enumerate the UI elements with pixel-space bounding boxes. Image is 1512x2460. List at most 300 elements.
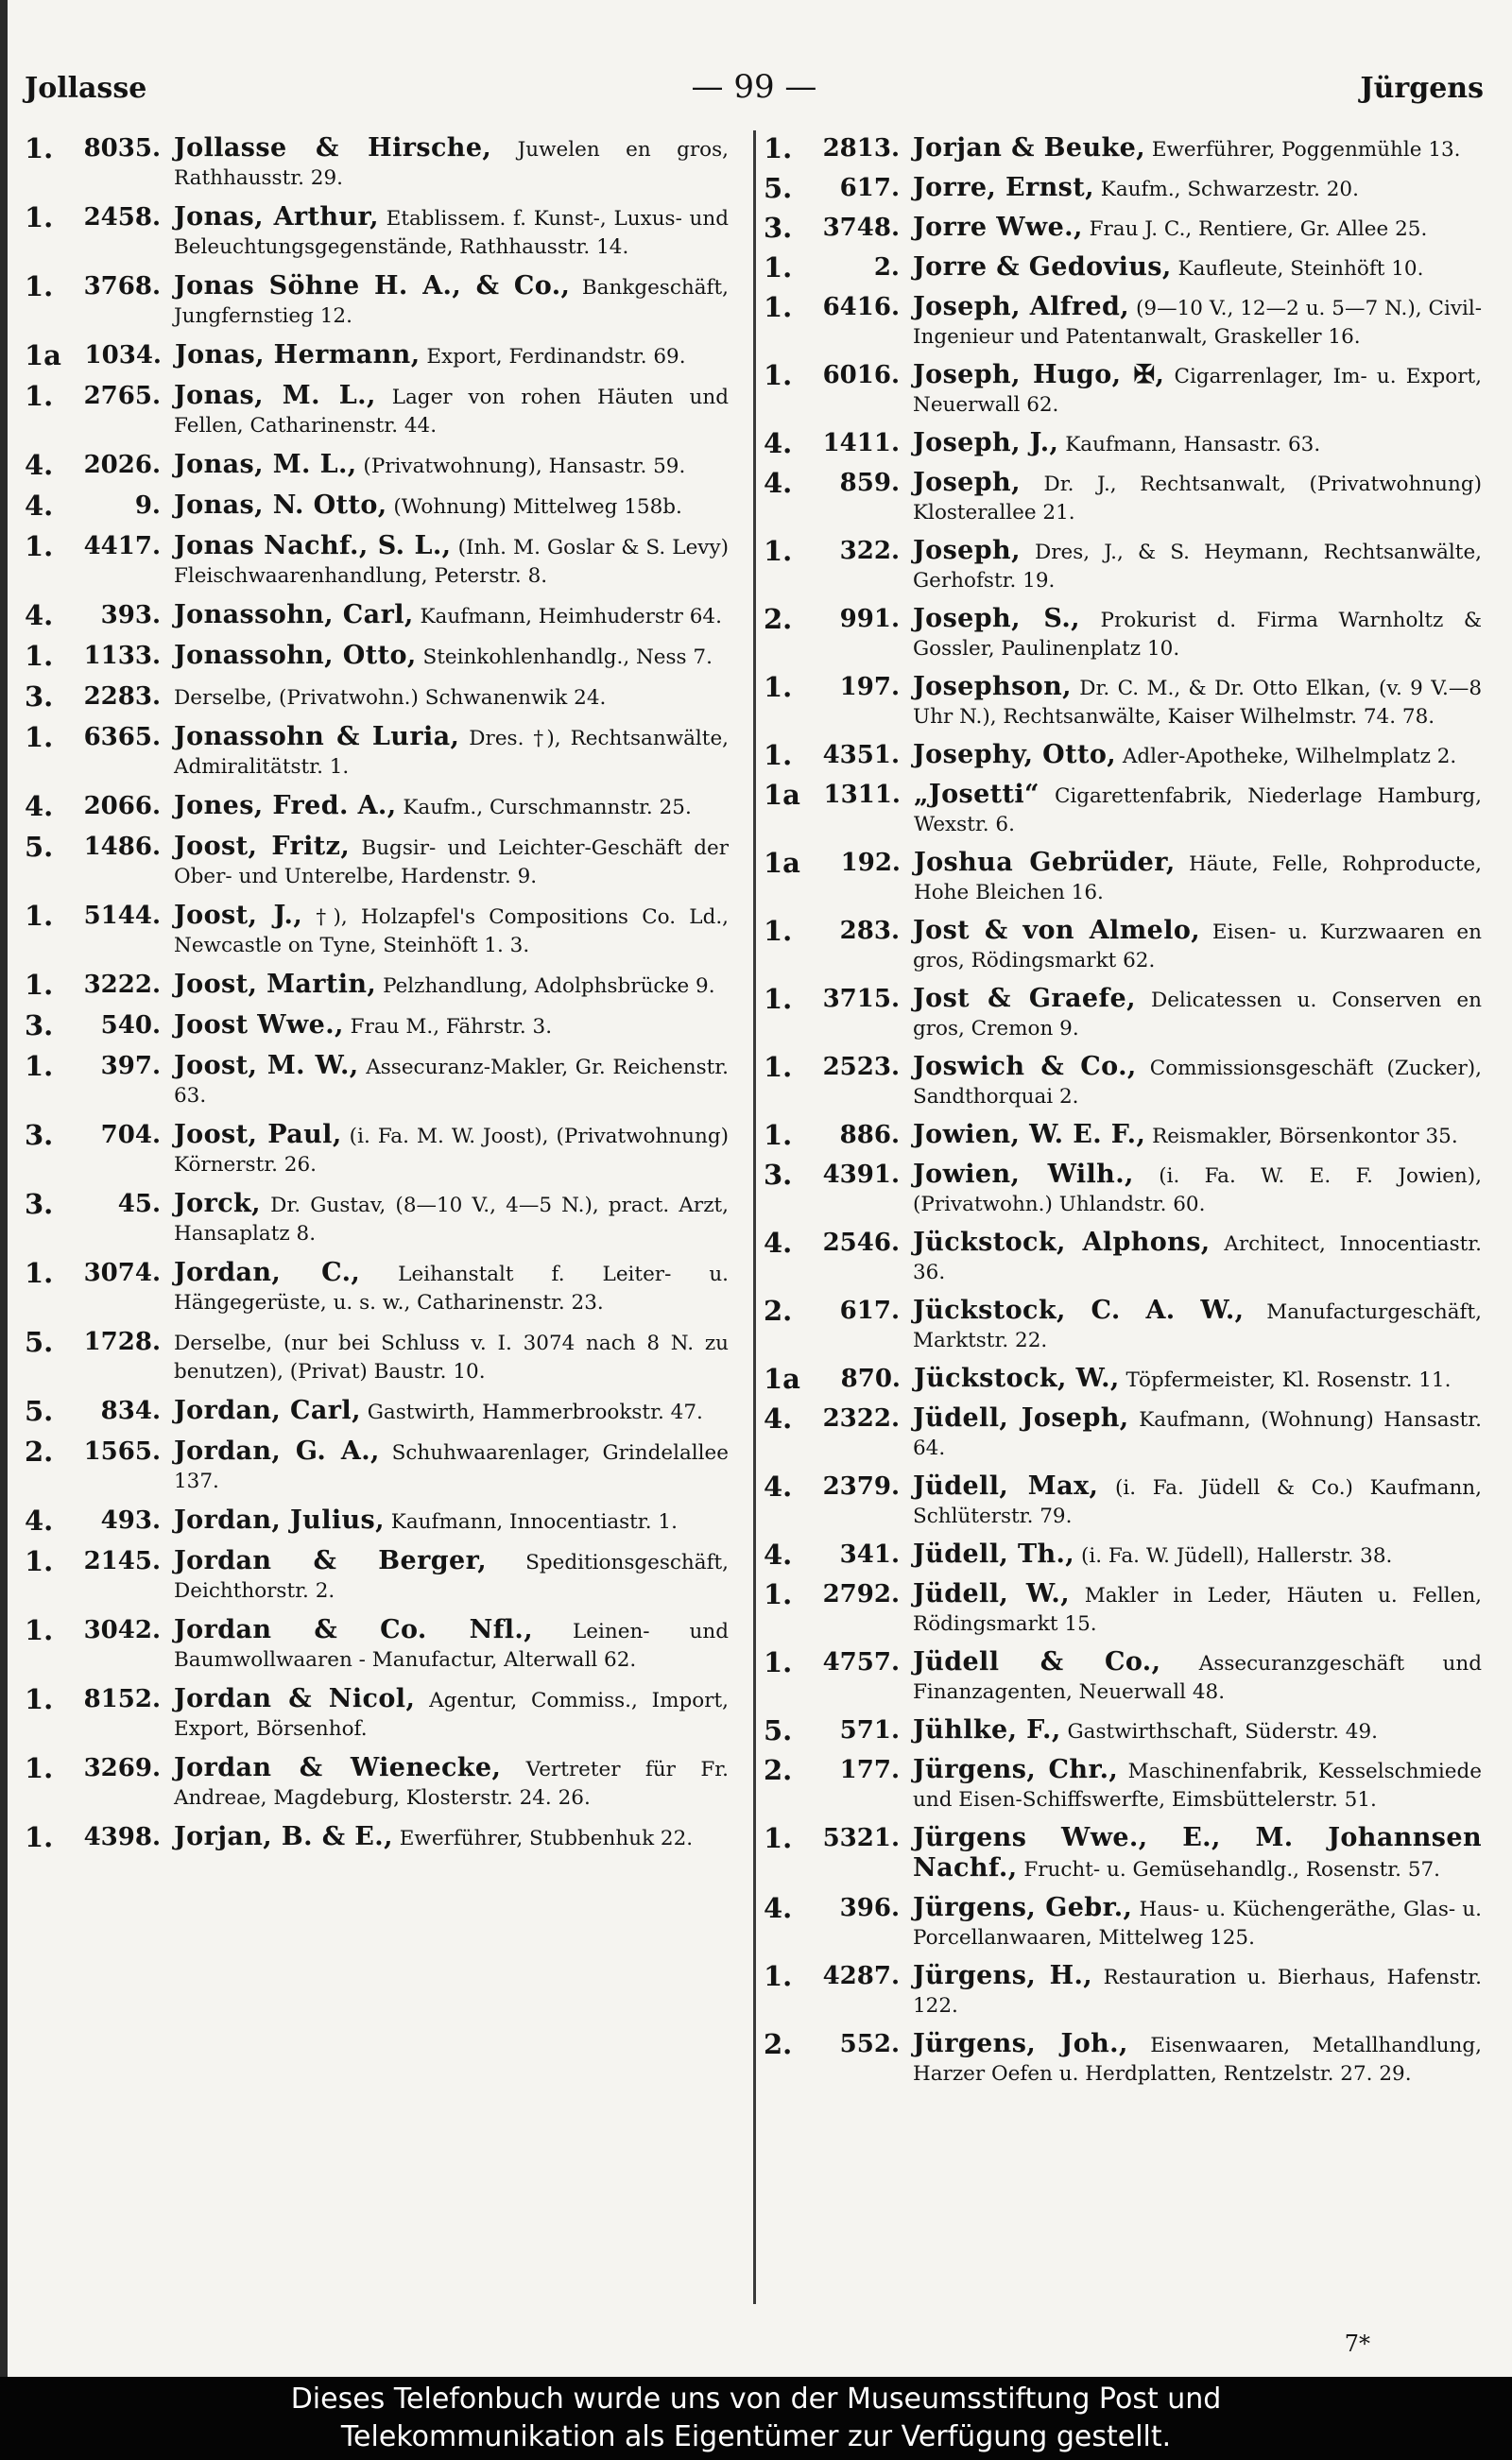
phone-number: 2066.: [83, 792, 161, 820]
subscriber-details: Prokurist d. Firma Warnholtz & Gossler, Paulinenplatz 10.: [913, 609, 1482, 661]
directory-entry: [764, 537, 1482, 595]
exchange-zone: 1.: [25, 1752, 54, 1784]
phone-number: 3222.: [83, 971, 161, 999]
subscriber-name: Joseph,: [913, 536, 1021, 565]
column-divider: [753, 130, 756, 2304]
phone-number: 1034.: [84, 341, 162, 370]
footer-banner: [0, 2377, 1512, 2460]
phone-number: 4391.: [822, 1161, 900, 1189]
phone-number: 2458.: [83, 203, 161, 232]
directory-entry: [25, 1328, 729, 1386]
entry-text: [174, 134, 729, 193]
exchange-zone: 1.: [764, 671, 793, 703]
subscriber-name: Jorck,: [174, 1189, 261, 1218]
directory-entry: [764, 429, 1482, 459]
exchange-zone: 3.: [25, 1009, 54, 1041]
exchange-zone: 1.: [764, 535, 793, 567]
subscriber-details: Maschinenfabrik, Kesselschmiede und Eisen-Schiffswerfte, Eimsbüttelerstr. 51.: [913, 1760, 1482, 1812]
directory-entry: [764, 849, 1482, 907]
directory-entry: [764, 1121, 1482, 1151]
subscriber-details: Juwelen en gros, Rathhausstr. 29.: [174, 138, 729, 190]
subscriber-name: Jürgens, Chr.,: [913, 1755, 1119, 1784]
subscriber-name: Jorre & Gedovius,: [913, 252, 1172, 282]
entry-text: [175, 341, 729, 371]
entry-text: [174, 532, 729, 591]
page-header: [25, 59, 1484, 115]
subscriber-details: Gastwirth, Hammerbrookstr. 47.: [360, 1401, 703, 1424]
exchange-zone: 1.: [764, 739, 793, 771]
exchange-zone: 4.: [25, 790, 54, 822]
subscriber-details: Kaufleute, Steinhöft 10.: [1171, 257, 1424, 281]
subscriber-details: Cigarrenlager, Im- u. Export, Neuerwall 62.: [913, 365, 1482, 417]
entry-text: [174, 1121, 729, 1179]
phone-number: 1311.: [823, 781, 901, 809]
subscriber-name: Jüdell, Joseph,: [913, 1403, 1129, 1433]
subscriber-details: Dr. Gustav, (8—10 V., 4—5 N.), pract. Arzt, Hansaplatz 8.: [174, 1194, 729, 1246]
subscriber-details: Makler in Leder, Häuten u. Fellen, Rödingsmarkt 15.: [913, 1584, 1483, 1636]
exchange-zone: 3.: [764, 212, 793, 244]
entry-text: [913, 174, 1482, 204]
subscriber-name: Joost, Paul,: [174, 1120, 342, 1149]
footer-line-2: Telekommunikation als Eigentümer zur Verfügung gestellt.: [340, 2420, 1172, 2453]
subscriber-name: Jonas Nachf., S. L.,: [174, 531, 452, 560]
entry-text: [913, 985, 1482, 1043]
subscriber-name: Jürgens, Gebr.,: [913, 1893, 1133, 1922]
subscriber-details: Kaufmann, Heimhuderstr 64.: [413, 605, 722, 628]
phone-number: 6365.: [83, 723, 161, 751]
phone-number: 397.: [100, 1052, 161, 1080]
subscriber-details: Delicatessen u. Conserven en gros, Cremon 9.: [913, 989, 1482, 1041]
phone-number: 177.: [839, 1756, 900, 1784]
directory-entry: [25, 1547, 729, 1606]
exchange-zone: 4.: [764, 467, 793, 499]
subscriber-details: Derselbe, (Privatwohn.) Schwanenwik 24.: [174, 686, 607, 710]
entry-text: [913, 673, 1482, 731]
entry-text: [914, 849, 1482, 907]
subscriber-name: Jüdell & Co.,: [913, 1647, 1161, 1677]
subscriber-name: Joost, M. W.,: [174, 1051, 359, 1080]
exchange-zone: 4.: [25, 599, 54, 631]
subscriber-name: Joseph, Hugo, ✠,: [913, 360, 1165, 389]
subscriber-details: Eisenwaaren, Metallhandlung, Harzer Oefen u. Herdplatten, Rentzelstr. 27. 29.: [913, 2034, 1482, 2086]
subscriber-details: Bankgeschäft, Jungfernstieg 12.: [174, 276, 729, 328]
exchange-zone: 1.: [764, 1646, 793, 1678]
entry-text: [913, 134, 1482, 164]
exchange-zone: 4.: [764, 1227, 793, 1259]
exchange-zone: 4.: [25, 490, 54, 522]
directory-entry: [25, 642, 729, 672]
subscriber-name: Jordan & Berger,: [174, 1546, 488, 1575]
subscriber-name: Jorjan & Beuke,: [913, 133, 1145, 163]
entry-text: [174, 792, 729, 822]
subscriber-details: Frau M., Fährstr. 3.: [343, 1015, 553, 1039]
directory-entry: [764, 1404, 1482, 1463]
phone-number: 3768.: [83, 272, 161, 301]
directory-entry: [25, 792, 729, 822]
entry-text: [174, 203, 729, 262]
exchange-zone: 1.: [25, 969, 54, 1001]
exchange-zone: 4.: [25, 1505, 54, 1537]
subscriber-name: Joost, Martin,: [174, 970, 377, 999]
subscriber-name: Jürgens Wwe., E., M. Johannsen Nachf.,: [913, 1823, 1482, 1883]
directory-entry: [764, 214, 1482, 244]
phone-number: 834.: [100, 1397, 161, 1425]
subscriber-name: Jückstock, Alphons,: [913, 1228, 1211, 1257]
phone-number: 3269.: [83, 1754, 161, 1782]
exchange-zone: 1.: [25, 900, 54, 932]
subscriber-details: Speditionsgeschäft, Deichthorstr. 2.: [174, 1551, 730, 1603]
subscriber-details: Leinen- und Baumwollwaaren - Manufactur, Alterwall 62.: [174, 1620, 729, 1672]
subscriber-name: Joseph, J.,: [913, 428, 1059, 457]
exchange-zone: 1.: [25, 380, 54, 412]
phone-number: 3748.: [822, 214, 900, 242]
phone-number: 2523.: [822, 1053, 900, 1081]
subscriber-name: Jordan & Wienecke,: [174, 1753, 502, 1782]
subscriber-details: Reismakler, Börsenkontor 35.: [1145, 1125, 1458, 1148]
subscriber-details: Architect, Innocentiastr. 36.: [913, 1232, 1482, 1284]
page-signature: 7*: [1344, 2331, 1370, 2357]
directory-entry: [764, 1540, 1482, 1571]
subscriber-name: Jost & Graefe,: [913, 984, 1136, 1013]
phone-number: 45.: [117, 1190, 161, 1218]
exchange-zone: 3.: [764, 1159, 793, 1191]
subscriber-details: Haus- u. Küchengeräthe, Glas- u. Porcellanwaaren, Mittelweg 125.: [913, 1898, 1482, 1950]
exchange-zone: 2.: [764, 1754, 793, 1786]
directory-entry: [25, 1823, 729, 1853]
subscriber-details: Dr. C. M., & Dr. Otto Elkan, (v. 9 V.—8 Uhr N.), Rechtsanwälte, Kaiser Wilhelmstr. 74. 78.: [913, 677, 1482, 729]
exchange-zone: 1.: [25, 1614, 54, 1646]
exchange-zone: 5.: [25, 831, 54, 863]
exchange-zone: 1.: [764, 1119, 793, 1151]
subscriber-details: (Inh. M. Goslar & S. Levy) Fleischwaarenhandlung, Peterstr. 8.: [174, 536, 729, 588]
entry-text: [913, 1580, 1482, 1639]
exchange-zone: 1a: [25, 339, 61, 371]
directory-entry: [25, 1052, 729, 1110]
entry-text: [913, 741, 1482, 771]
exchange-zone: 1.: [25, 721, 54, 753]
subscriber-details: Dr. J., Rechtsanwalt, (Privatwohnung) Klosterallee 21.: [913, 473, 1482, 525]
directory-entry: [25, 723, 729, 782]
entry-text: [913, 537, 1482, 595]
subscriber-details: Pelzhandlung, Adolphsbrücke 9.: [376, 974, 715, 998]
phone-number: 2765.: [83, 382, 161, 410]
entry-text: [913, 1716, 1482, 1746]
phone-number: 4757.: [822, 1648, 900, 1677]
directory-entry: [764, 1756, 1482, 1815]
subscriber-name: Jost & von Almelo,: [913, 916, 1201, 945]
directory-entry: [25, 1190, 729, 1248]
directory-entry: [25, 601, 729, 631]
directory-entry: [25, 833, 729, 891]
phone-number: 552.: [839, 2030, 900, 2058]
exchange-zone: 1.: [764, 359, 793, 391]
phone-number: 192.: [840, 849, 901, 877]
phone-number: 2792.: [822, 1580, 900, 1608]
subscriber-details: Häute, Felle, Rohproducte, Hohe Bleichen 16.: [913, 852, 1482, 904]
subscriber-details: (i. Fa. W. Jüdell), Hallerstr. 38.: [1074, 1544, 1393, 1568]
subscriber-name: Jorre, Ernst,: [913, 173, 1094, 202]
subscriber-name: Josephson,: [913, 672, 1072, 701]
subscriber-details: Restauration u. Bierhaus, Hafenstr. 122.: [913, 1966, 1482, 2018]
phone-number: 2145.: [83, 1547, 161, 1575]
entry-text: [174, 1685, 729, 1744]
subscriber-details: (i. Fa. Jüdell & Co.) Kaufmann, Schlüterstr. 79.: [913, 1476, 1482, 1528]
phone-number: 9.: [134, 491, 161, 520]
subscriber-name: Jordan, G. A.,: [174, 1436, 380, 1466]
subscriber-name: Jorjan, B. & E.,: [174, 1822, 393, 1851]
directory-entry: [25, 1437, 729, 1496]
subscriber-name: Joseph,: [913, 468, 1021, 497]
entry-text: [913, 605, 1482, 663]
subscriber-details: Kaufmann, Innocentiastr. 1.: [384, 1510, 678, 1534]
exchange-zone: 5.: [25, 1326, 54, 1358]
directory-entry: [764, 605, 1482, 663]
exchange-zone: 4.: [764, 1892, 793, 1924]
directory-entry: [764, 1962, 1482, 2021]
exchange-zone: 1.: [764, 1960, 793, 1992]
exchange-zone: 3.: [25, 1188, 54, 1220]
directory-entry: [764, 174, 1482, 204]
subscriber-details: Etablissem. f. Kunst-, Luxus- und Beleuchtungsgegenstände, Rathhausstr. 14.: [174, 207, 729, 259]
phone-number: 393.: [100, 601, 161, 629]
directory-entry: [25, 451, 729, 481]
subscriber-details: Eisen- u. Kurzwaaren en gros, Rödingsmarkt 62.: [913, 920, 1482, 972]
entry-text: [913, 1648, 1482, 1707]
exchange-zone: 1.: [764, 983, 793, 1015]
exchange-zone: 1.: [25, 201, 54, 233]
directory-entry: [764, 1648, 1482, 1707]
subscriber-details: Frucht- u. Gemüsehandlg., Rosenstr. 57.: [1017, 1858, 1441, 1882]
directory-entry: [25, 1506, 729, 1537]
phone-number: 2283.: [83, 682, 161, 711]
subscriber-details: Cigarettenfabrik, Niederlage Hamburg, Wexstr. 6.: [913, 784, 1482, 836]
subscriber-details: Dres, J., & S. Heymann, Rechtsanwälte, Gerhofstr. 19.: [913, 541, 1482, 593]
entry-text: [913, 361, 1482, 420]
subscriber-name: Jonassohn & Luria,: [174, 722, 460, 751]
phone-number: 4351.: [822, 741, 900, 769]
subscriber-details: Bugsir- und Leichter-Geschäft der Ober- und Unterelbe, Hardenstr. 9.: [174, 836, 729, 888]
directory-entry: [25, 203, 729, 262]
entry-text: [913, 1229, 1482, 1287]
entry-text: [174, 1052, 729, 1110]
subscriber-name: Joost Wwe.,: [174, 1010, 344, 1040]
subscriber-name: Jürgens, H.,: [913, 1961, 1093, 1990]
phone-number: 540.: [100, 1011, 161, 1040]
entry-text: [174, 971, 729, 1001]
phone-number: 8152.: [83, 1685, 161, 1713]
phone-number: 6016.: [822, 361, 900, 389]
directory-entry: [25, 1397, 729, 1427]
subscriber-name: Jonas Söhne H. A., & Co.,: [174, 271, 571, 301]
exchange-zone: 1a: [764, 847, 800, 879]
subscriber-name: Jollasse & Hirsche,: [174, 133, 492, 163]
exchange-zone: 1.: [25, 270, 54, 302]
directory-entry: [764, 1053, 1482, 1111]
exchange-zone: 4.: [764, 427, 793, 459]
subscriber-name: Jonassohn, Otto,: [174, 641, 417, 670]
subscriber-name: Jürgens, Joh.,: [913, 2029, 1128, 2058]
phone-number: 1486.: [83, 833, 161, 861]
subscriber-details: (i. Fa. W. E. F. Jowien), (Privatwohn.) Uhlandstr. 60.: [913, 1164, 1482, 1216]
entry-text: [174, 1328, 729, 1386]
directory-entry: [25, 682, 729, 713]
subscriber-details: Kaufm., Curschmannstr. 25.: [396, 796, 692, 819]
entry-text: [913, 1472, 1482, 1531]
phone-number: 493.: [100, 1506, 161, 1535]
entry-text: [174, 451, 729, 481]
phone-number: 341.: [839, 1540, 900, 1569]
subscriber-name: „Josetti“: [913, 780, 1040, 809]
phone-number: 3715.: [822, 985, 900, 1013]
subscriber-details: Frau J. C., Rentiere, Gr. Allee 25.: [1082, 217, 1428, 241]
directory-entry: [764, 917, 1482, 975]
entry-text: [913, 214, 1482, 244]
entry-text: [913, 293, 1482, 352]
subscriber-details: Agentur, Commiss., Import, Export, Börsenhof.: [174, 1689, 729, 1741]
entry-text: [914, 1365, 1482, 1395]
subscriber-name: Jowien, Wilh.,: [913, 1160, 1134, 1189]
phone-number: 2546.: [822, 1229, 900, 1257]
entry-text: [913, 917, 1482, 975]
phone-number: 991.: [839, 605, 900, 633]
subscriber-details: (9—10 V., 12—2 u. 5—7 N.), Civil-Ingenieur und Patentanwalt, Graskeller 16.: [913, 297, 1482, 349]
directory-entry: [764, 1297, 1482, 1355]
phone-number: 8035.: [83, 134, 161, 163]
subscriber-details: Assecuranz-Makler, Gr. Reichenstr. 63.: [174, 1056, 729, 1108]
directory-entry: [25, 1011, 729, 1041]
exchange-zone: 1.: [25, 1821, 54, 1853]
phone-number: 3042.: [83, 1616, 161, 1644]
directory-entry: [25, 971, 729, 1001]
exchange-zone: 1.: [764, 1051, 793, 1083]
directory-entry: [764, 1824, 1482, 1884]
phone-number: 571.: [839, 1716, 900, 1745]
directory-entry: [764, 361, 1482, 420]
subscriber-details: Export, Ferdinandstr. 69.: [420, 345, 686, 369]
subscriber-name: Jüdell, Th.,: [913, 1540, 1075, 1569]
subscriber-details: Adler-Apotheke, Wilhelmplatz 2.: [1116, 745, 1457, 768]
phone-number: 5321.: [822, 1824, 900, 1852]
directory-entry: [25, 134, 729, 193]
directory-entry: [764, 134, 1482, 164]
phone-number: 859.: [839, 469, 900, 497]
phone-number: 2026.: [83, 451, 161, 479]
entry-text: [174, 1754, 729, 1813]
entry-text: [174, 491, 729, 522]
phone-number: 617.: [839, 1297, 900, 1325]
entry-text: [913, 1540, 1482, 1571]
phone-number: 4287.: [822, 1962, 900, 1990]
exchange-zone: 2.: [764, 1295, 793, 1327]
phone-number: 322.: [839, 537, 900, 565]
exchange-zone: 1.: [25, 1257, 54, 1289]
subscriber-name: Jonas, N. Otto,: [174, 490, 387, 520]
exchange-zone: 1.: [764, 251, 793, 284]
phone-number: 4417.: [83, 532, 161, 560]
exchange-zone: 1.: [25, 1683, 54, 1715]
entry-text: [174, 1397, 729, 1427]
entry-text: [174, 642, 729, 672]
directory-entry: [25, 272, 729, 331]
exchange-zone: 2.: [764, 603, 793, 635]
entry-text: [174, 902, 729, 960]
directory-entry: [764, 469, 1482, 527]
exchange-zone: 4.: [764, 1402, 793, 1435]
directory-entry: [764, 1580, 1482, 1639]
subscriber-name: Jonas, M. L.,: [174, 450, 357, 479]
entry-text: [913, 1824, 1482, 1884]
phone-number: 1565.: [83, 1437, 161, 1466]
phone-number: 197.: [839, 673, 900, 701]
entry-text: [174, 1011, 729, 1041]
entry-text: [913, 1121, 1482, 1151]
directory-entry: [25, 1754, 729, 1813]
exchange-zone: 1.: [25, 640, 54, 672]
directory-entry: [764, 673, 1482, 731]
subscriber-details: Schuhwaarenlager, Grindelallee 137.: [174, 1441, 730, 1493]
subscriber-name: Jonas, M. L.,: [174, 381, 376, 410]
entry-text: [174, 1437, 729, 1496]
directory-entry: [25, 1685, 729, 1744]
entry-text: [913, 1756, 1482, 1815]
phone-number: 704.: [100, 1121, 161, 1149]
phone-number: 870.: [840, 1365, 901, 1393]
subscriber-name: Jordan & Co. Nfl.,: [174, 1615, 534, 1644]
directory-entry: [764, 293, 1482, 352]
page-number: — 99 —: [691, 68, 817, 106]
directory-entry: [25, 902, 729, 960]
subscriber-details: Assecuranzgeschäft und Finanzagenten, Neuerwall 48.: [913, 1652, 1482, 1704]
subscriber-name: Joswich & Co.,: [913, 1052, 1137, 1081]
exchange-zone: 5.: [764, 1714, 793, 1746]
directory-entry: [764, 1894, 1482, 1953]
entry-text: [913, 253, 1482, 284]
subscriber-name: Joshua Gebrüder,: [913, 848, 1176, 877]
directory-entry: [25, 1121, 729, 1179]
subscriber-name: Josephy, Otto,: [913, 740, 1117, 769]
subscriber-name: Jorre Wwe.,: [913, 213, 1083, 242]
exchange-zone: 1.: [25, 1050, 54, 1082]
entry-text: [913, 1297, 1482, 1355]
subscriber-name: Jonas, Arthur,: [174, 202, 379, 232]
phone-number: 2379.: [822, 1472, 900, 1501]
directory-entry: [25, 382, 729, 440]
phone-number: 283.: [839, 917, 900, 945]
exchange-zone: 1a: [764, 1363, 800, 1395]
entry-text: [913, 1404, 1482, 1463]
exchange-zone: 2.: [764, 2028, 793, 2060]
subscriber-details: †), Holzapfel's Compositions Co. Ld., Newcastle on Tyne, Steinhöft 1. 3.: [174, 905, 730, 957]
directory-entry: [764, 1229, 1482, 1287]
directory-entry: [764, 1472, 1482, 1531]
phone-number: 617.: [839, 174, 900, 202]
directory-entry: [764, 741, 1482, 771]
subscriber-name: Jowien, W. E. F.,: [913, 1120, 1146, 1149]
subscriber-details: Gastwirthschaft, Süderstr. 49.: [1060, 1720, 1378, 1744]
subscriber-name: Jückstock, W.,: [913, 1364, 1120, 1393]
phone-number: 396.: [839, 1894, 900, 1922]
subscriber-name: Joost, Fritz,: [174, 832, 351, 861]
phone-number: 5144.: [83, 902, 161, 930]
directory-entry: [764, 1716, 1482, 1746]
entry-text: [913, 2030, 1482, 2089]
phone-number: 2.: [873, 253, 900, 282]
exchange-zone: 1.: [25, 1545, 54, 1577]
subscriber-name: Jühlke, F.,: [913, 1715, 1061, 1745]
phone-number: 3074.: [83, 1259, 161, 1287]
entry-text: [174, 833, 729, 891]
subscriber-name: Jones, Fred. A.,: [174, 791, 397, 820]
